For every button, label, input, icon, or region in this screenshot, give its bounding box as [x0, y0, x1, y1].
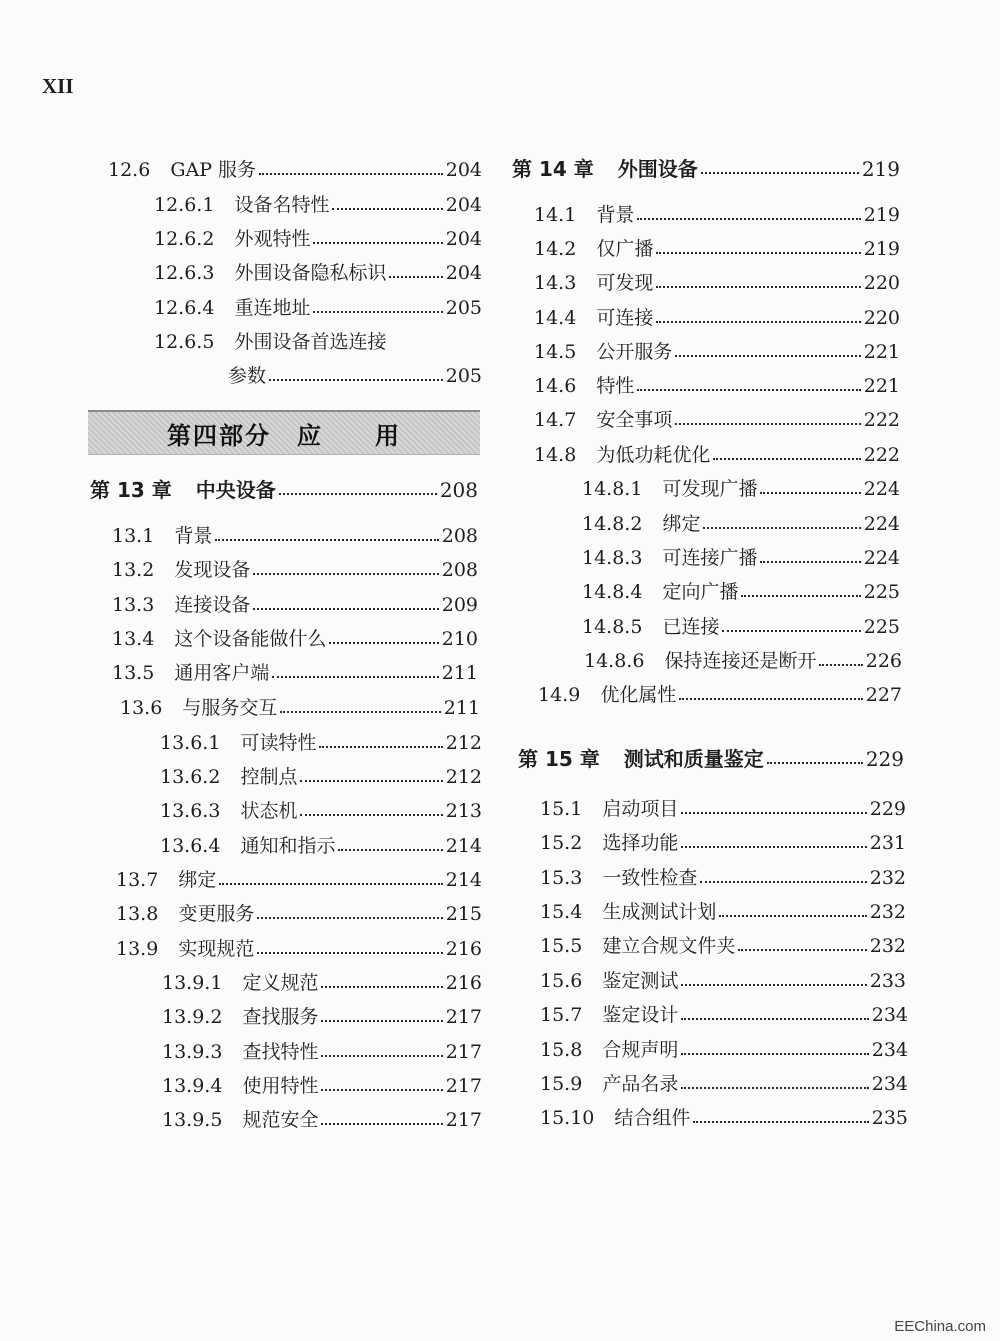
toc-page-number: 219: [863, 204, 900, 226]
toc-page-number: 205: [445, 365, 482, 387]
toc-title: 公开服务: [596, 341, 673, 363]
toc-leader-dots: [722, 630, 860, 632]
toc-title: 建立合规文件夹: [602, 935, 736, 957]
toc-leader-dots: [656, 286, 860, 288]
toc-page-number: 222: [863, 444, 900, 466]
toc-leader-dots: [701, 172, 859, 174]
toc-leader-dots: [321, 1123, 442, 1125]
toc-number: 13.9.3: [162, 1041, 223, 1063]
toc-entry-right-8: [534, 437, 900, 467]
toc-title: 可发现广播: [662, 478, 758, 500]
toc-page-number: 205: [445, 297, 482, 319]
toc-entry-right-17: [540, 791, 906, 821]
toc-leader-dots: [637, 389, 860, 391]
toc-title: 设备名特性: [234, 194, 330, 216]
toc-page-number: 222: [863, 409, 900, 431]
toc-page-number: 231: [869, 832, 906, 854]
toc-entry-left-9: [112, 552, 478, 582]
toc-leader-dots: [321, 1089, 442, 1091]
toc-title: GAP 服务: [170, 159, 257, 181]
toc-leader-dots: [300, 814, 442, 816]
toc-number: 14.3: [534, 272, 577, 294]
toc-entry-right-19: [540, 860, 906, 890]
toc-number: 15.6: [540, 970, 583, 992]
toc-leader-dots: [819, 664, 862, 666]
toc-number: 14.8.6: [584, 650, 645, 672]
toc-page-number: 216: [445, 972, 482, 994]
toc-entry-left-4: [154, 290, 482, 320]
toc-number: 第 15 章: [518, 747, 600, 771]
toc-leader-dots: [272, 676, 438, 678]
toc-page-number: 204: [445, 262, 482, 284]
toc-title: 背景: [174, 525, 213, 547]
toc-entry-right-1: [534, 197, 900, 227]
toc-number: 14.1: [534, 204, 577, 226]
toc-entry-left-10: [112, 587, 478, 617]
toc-page-number: 235: [871, 1107, 908, 1129]
toc-entry-right-5: [534, 334, 900, 364]
toc-page-number: 224: [863, 478, 900, 500]
toc-entry-right-22: [540, 963, 906, 993]
toc-title: 背景: [596, 204, 635, 226]
toc-number: 13.6.2: [160, 766, 221, 788]
toc-title: 定义规范: [242, 972, 319, 994]
toc-number: 15.4: [540, 901, 583, 923]
toc-entry-left-2: [154, 221, 482, 251]
toc-number: 15.8: [540, 1039, 583, 1061]
toc-chapter-left-7: [90, 472, 478, 502]
toc-entry-left-3: [154, 255, 482, 285]
toc-title: 优化属性: [600, 684, 677, 706]
toc-page-number: 224: [863, 513, 900, 535]
toc-number: 13.1: [112, 525, 155, 547]
toc-title: 实现规范: [178, 938, 255, 960]
toc-page-number: 220: [863, 272, 900, 294]
toc-title: 外围设备: [617, 157, 698, 181]
toc-page-number: 211: [443, 697, 480, 719]
toc-number: 15.10: [540, 1107, 595, 1129]
toc-number: 13.3: [112, 594, 155, 616]
toc-page-number: 214: [445, 835, 482, 857]
toc-leader-dots: [703, 527, 860, 529]
toc-page-number: 204: [445, 228, 482, 250]
toc-title: 定向广播: [662, 581, 739, 603]
toc-entry-right-7: [534, 402, 900, 432]
toc-entry-right-13: [582, 609, 900, 639]
toc-leader-dots: [741, 595, 860, 597]
toc-entry-left-1: [154, 187, 482, 217]
toc-leader-dots: [675, 355, 860, 357]
toc-title: 特性: [596, 375, 635, 397]
toc-chapter-right-16: [518, 741, 904, 771]
toc-number: 13.7: [116, 869, 159, 891]
toc-entry-right-23: [540, 997, 908, 1027]
toc-number: 13.5: [112, 662, 155, 684]
toc-number: 14.4: [534, 307, 577, 329]
toc-number: 13.8: [116, 903, 159, 925]
toc-entry-left-22: [162, 999, 482, 1029]
toc-entry-left-11: [112, 621, 478, 651]
toc-number: 13.6.3: [160, 800, 221, 822]
toc-entry-right-18: [540, 825, 906, 855]
toc-page-number: 234: [871, 1004, 908, 1026]
toc-page-number: 211: [441, 662, 478, 684]
toc-title: 一致性检查: [602, 867, 698, 889]
toc-entry-left-17: [160, 828, 482, 858]
toc-leader-dots: [257, 917, 442, 919]
toc-leader-dots: [719, 915, 866, 917]
toc-entry-left-14: [160, 725, 482, 755]
toc-title: 与服务交互: [182, 697, 278, 719]
toc-entry-right-15: [538, 677, 902, 707]
toc-title: 安全事项: [596, 409, 673, 431]
toc-number: 14.9: [538, 684, 581, 706]
toc-entry-left-13: [120, 690, 480, 720]
toc-leader-dots: [679, 698, 862, 700]
toc-entry-right-20: [540, 894, 906, 924]
toc-page-number: 232: [869, 935, 906, 957]
toc-title: 重连地址: [234, 297, 311, 319]
toc-number: 13.2: [112, 559, 155, 581]
toc-title: 中央设备: [195, 478, 276, 502]
toc-leader-dots: [656, 321, 860, 323]
toc-page-number: 204: [445, 194, 482, 216]
toc-leader-dots: [675, 423, 860, 425]
toc-number: 14.6: [534, 375, 577, 397]
toc-entry-left-19: [116, 896, 482, 926]
toc-title: 绑定: [178, 869, 217, 891]
toc-leader-dots: [321, 1055, 442, 1057]
toc-page-number: 210: [441, 628, 478, 650]
toc-number: 12.6: [108, 159, 151, 181]
toc-entry-left-5: [154, 324, 482, 354]
toc-leader-dots: [269, 379, 443, 381]
toc-page-number: 232: [869, 901, 906, 923]
toc-page-number: 212: [445, 766, 482, 788]
toc-title: 控制点: [240, 766, 298, 788]
toc-title: 启动项目: [602, 798, 679, 820]
toc-leader-dots: [681, 984, 866, 986]
toc-title: 查找特性: [242, 1041, 319, 1063]
toc-page-number: 229: [869, 798, 906, 820]
toc-chapter-right-0: [512, 151, 900, 181]
toc-number: 14.8.1: [582, 478, 643, 500]
toc-title: 连接设备: [174, 594, 251, 616]
toc-page-number: 209: [441, 594, 478, 616]
toc-number: 第 14 章: [512, 157, 594, 181]
toc-number: 12.6.3: [154, 262, 215, 284]
toc-page-number: 220: [863, 307, 900, 329]
toc-entry-left-18: [116, 862, 482, 892]
toc-entry-left-20: [116, 931, 482, 961]
toc-number: 13.6.1: [160, 732, 221, 754]
toc-leader-dots: [257, 952, 442, 954]
toc-leader-dots: [321, 986, 442, 988]
toc-leader-dots: [656, 252, 860, 254]
toc-leader-dots: [215, 539, 438, 541]
toc-leader-dots: [681, 1087, 868, 1089]
toc-page-number: 217: [445, 1109, 482, 1131]
toc-page-number: 225: [863, 616, 900, 638]
toc-number: 12.6.2: [154, 228, 215, 250]
toc-page-number: 219: [861, 157, 900, 181]
toc-title: 可连接广播: [662, 547, 758, 569]
toc-number: 14.8.5: [582, 616, 643, 638]
toc-number: 13.9.5: [162, 1109, 223, 1131]
toc-title: 这个设备能做什么: [174, 628, 327, 650]
toc-entry-left-8: [112, 518, 478, 548]
toc-title: 查找服务: [242, 1006, 319, 1028]
toc-entry-right-14: [584, 643, 902, 673]
toc-leader-dots: [259, 173, 443, 175]
toc-entry-right-2: [534, 231, 900, 261]
watermark: EEChina.com: [894, 1318, 986, 1335]
toc-number: 14.2: [534, 238, 577, 260]
toc-entry-right-25: [540, 1066, 908, 1096]
toc-title: 发现设备: [174, 559, 251, 581]
toc-number: 13.6.4: [160, 835, 221, 857]
toc-leader-dots: [681, 1053, 868, 1055]
toc-entry-right-10: [582, 506, 900, 536]
toc-entry-left-12: [112, 655, 478, 685]
toc-leader-dots: [329, 642, 438, 644]
toc-entry-right-12: [582, 574, 900, 604]
toc-entry-left-21: [162, 965, 482, 995]
toc-entry-right-3: [534, 265, 900, 295]
toc-title: 为低功耗优化: [596, 444, 711, 466]
toc-title: 可发现: [596, 272, 654, 294]
toc-leader-dots: [389, 276, 442, 278]
toc-number: 13.9.2: [162, 1006, 223, 1028]
toc-number: 12.6.4: [154, 297, 215, 319]
part-banner: [88, 410, 480, 455]
toc-title: 鉴定测试: [602, 970, 679, 992]
toc-number: 15.5: [540, 935, 583, 957]
toc-title: 使用特性: [242, 1075, 319, 1097]
toc-number: 15.3: [540, 867, 583, 889]
toc-leader-dots: [313, 242, 442, 244]
toc-page-number: 216: [445, 938, 482, 960]
toc-number: 14.8.4: [582, 581, 643, 603]
toc-page-number: 208: [439, 478, 478, 502]
toc-number: 13.4: [112, 628, 155, 650]
toc-page-number: 217: [445, 1006, 482, 1028]
toc-leader-dots: [760, 492, 860, 494]
toc-title: 仅广播: [596, 238, 654, 260]
toc-title: 合规声明: [602, 1039, 679, 1061]
toc-page-number: 232: [869, 867, 906, 889]
toc-entry-right-11: [582, 540, 900, 570]
toc-leader-dots: [637, 218, 860, 220]
toc-title: 生成测试计划: [602, 901, 717, 923]
toc-page-number: 227: [865, 684, 902, 706]
toc-number: 13.9: [116, 938, 159, 960]
toc-entry-right-4: [534, 300, 900, 330]
toc-page-number: 224: [863, 547, 900, 569]
toc-page-number: 217: [445, 1041, 482, 1063]
toc-leader-dots: [253, 573, 438, 575]
toc-leader-dots: [681, 846, 866, 848]
toc-entry-left-15: [160, 759, 482, 789]
toc-title: 规范安全: [242, 1109, 319, 1131]
toc-title: 可连接: [596, 307, 654, 329]
toc-page-number: 208: [441, 525, 478, 547]
toc-number: 13.9.1: [162, 972, 223, 994]
page-number: XII: [42, 74, 74, 98]
toc-leader-dots: [693, 1121, 868, 1123]
toc-page-number: 214: [445, 869, 482, 891]
toc-leader-dots: [321, 1020, 442, 1022]
toc-page-number: 234: [871, 1073, 908, 1095]
toc-page-number: 212: [445, 732, 482, 754]
toc-entry-right-26: [540, 1100, 908, 1130]
toc-entry-left-24: [162, 1068, 482, 1098]
toc-leader-dots: [280, 711, 440, 713]
toc-leader-dots: [338, 849, 442, 851]
toc-number: 14.8.3: [582, 547, 643, 569]
toc-title: 选择功能: [602, 832, 679, 854]
toc-page-number: 221: [863, 375, 900, 397]
toc-title: 参数: [228, 365, 267, 387]
toc-page-number: 221: [863, 341, 900, 363]
toc-leader-dots: [253, 608, 438, 610]
toc-number: 13.6: [120, 697, 163, 719]
toc-title: 通用客户端: [174, 662, 270, 684]
toc-number: 15.1: [540, 798, 583, 820]
toc-entry-left-23: [162, 1034, 482, 1064]
toc-page-number: 233: [869, 970, 906, 992]
toc-number: 14.8.2: [582, 513, 643, 535]
toc-number: 14.5: [534, 341, 577, 363]
toc-page-number: 226: [865, 650, 902, 672]
toc-page-number: 219: [863, 238, 900, 260]
toc-leader-dots: [681, 1018, 868, 1020]
toc-page-number: 229: [865, 747, 904, 771]
toc-title: 鉴定设计: [602, 1004, 679, 1026]
toc-title: 外围设备隐私标识: [234, 262, 387, 284]
toc-leader-dots: [767, 762, 863, 764]
toc-title: 测试和质量鉴定: [623, 747, 764, 771]
toc-entry-right-24: [540, 1032, 908, 1062]
toc-title: 可读特性: [240, 732, 317, 754]
toc-entry-right-21: [540, 928, 906, 958]
toc-title: 绑定: [662, 513, 701, 535]
toc-leader-dots: [300, 780, 442, 782]
toc-page-number: 217: [445, 1075, 482, 1097]
toc-title: 状态机: [240, 800, 298, 822]
toc-number: 15.9: [540, 1073, 583, 1095]
toc-entry-left-6: [228, 358, 482, 388]
toc-title: 产品名录: [602, 1073, 679, 1095]
toc-leader-dots: [738, 949, 866, 951]
toc-entry-left-25: [162, 1102, 482, 1132]
toc-entry-left-0: [108, 152, 482, 182]
toc-title: 通知和指示: [240, 835, 336, 857]
toc-leader-dots: [279, 493, 437, 495]
toc-number: 15.7: [540, 1004, 583, 1026]
toc-number: 15.2: [540, 832, 583, 854]
toc-page-number: 213: [445, 800, 482, 822]
toc-page-number: 234: [871, 1039, 908, 1061]
toc-title: 保持连接还是断开: [664, 650, 817, 672]
toc-title: 外观特性: [234, 228, 311, 250]
toc-leader-dots: [313, 311, 442, 313]
toc-title: 结合组件: [614, 1107, 691, 1129]
toc-leader-dots: [700, 881, 866, 883]
toc-title: 已连接: [662, 616, 720, 638]
toc-title: 变更服务: [178, 903, 255, 925]
toc-number: 12.6.5: [154, 331, 215, 353]
toc-leader-dots: [219, 883, 442, 885]
toc-entry-right-6: [534, 368, 900, 398]
toc-page-number: 215: [445, 903, 482, 925]
toc-number: 12.6.1: [154, 194, 215, 216]
toc-number: 第 13 章: [90, 478, 172, 502]
toc-leader-dots: [319, 746, 442, 748]
toc-number: 13.9.4: [162, 1075, 223, 1097]
toc-title: 外围设备首选连接: [234, 331, 387, 353]
toc-entry-left-16: [160, 793, 482, 823]
toc-leader-dots: [332, 208, 442, 210]
toc-page-number: 225: [863, 581, 900, 603]
toc-leader-dots: [760, 561, 860, 563]
toc-leader-dots: [681, 812, 866, 814]
toc-entry-right-9: [582, 471, 900, 501]
toc-page-number: 204: [445, 159, 482, 181]
toc-page-number: 208: [441, 559, 478, 581]
toc-leader-dots: [713, 458, 860, 460]
toc-number: 14.8: [534, 444, 577, 466]
toc-number: 14.7: [534, 409, 577, 431]
part-title: 第四部分 应 用: [167, 421, 401, 450]
